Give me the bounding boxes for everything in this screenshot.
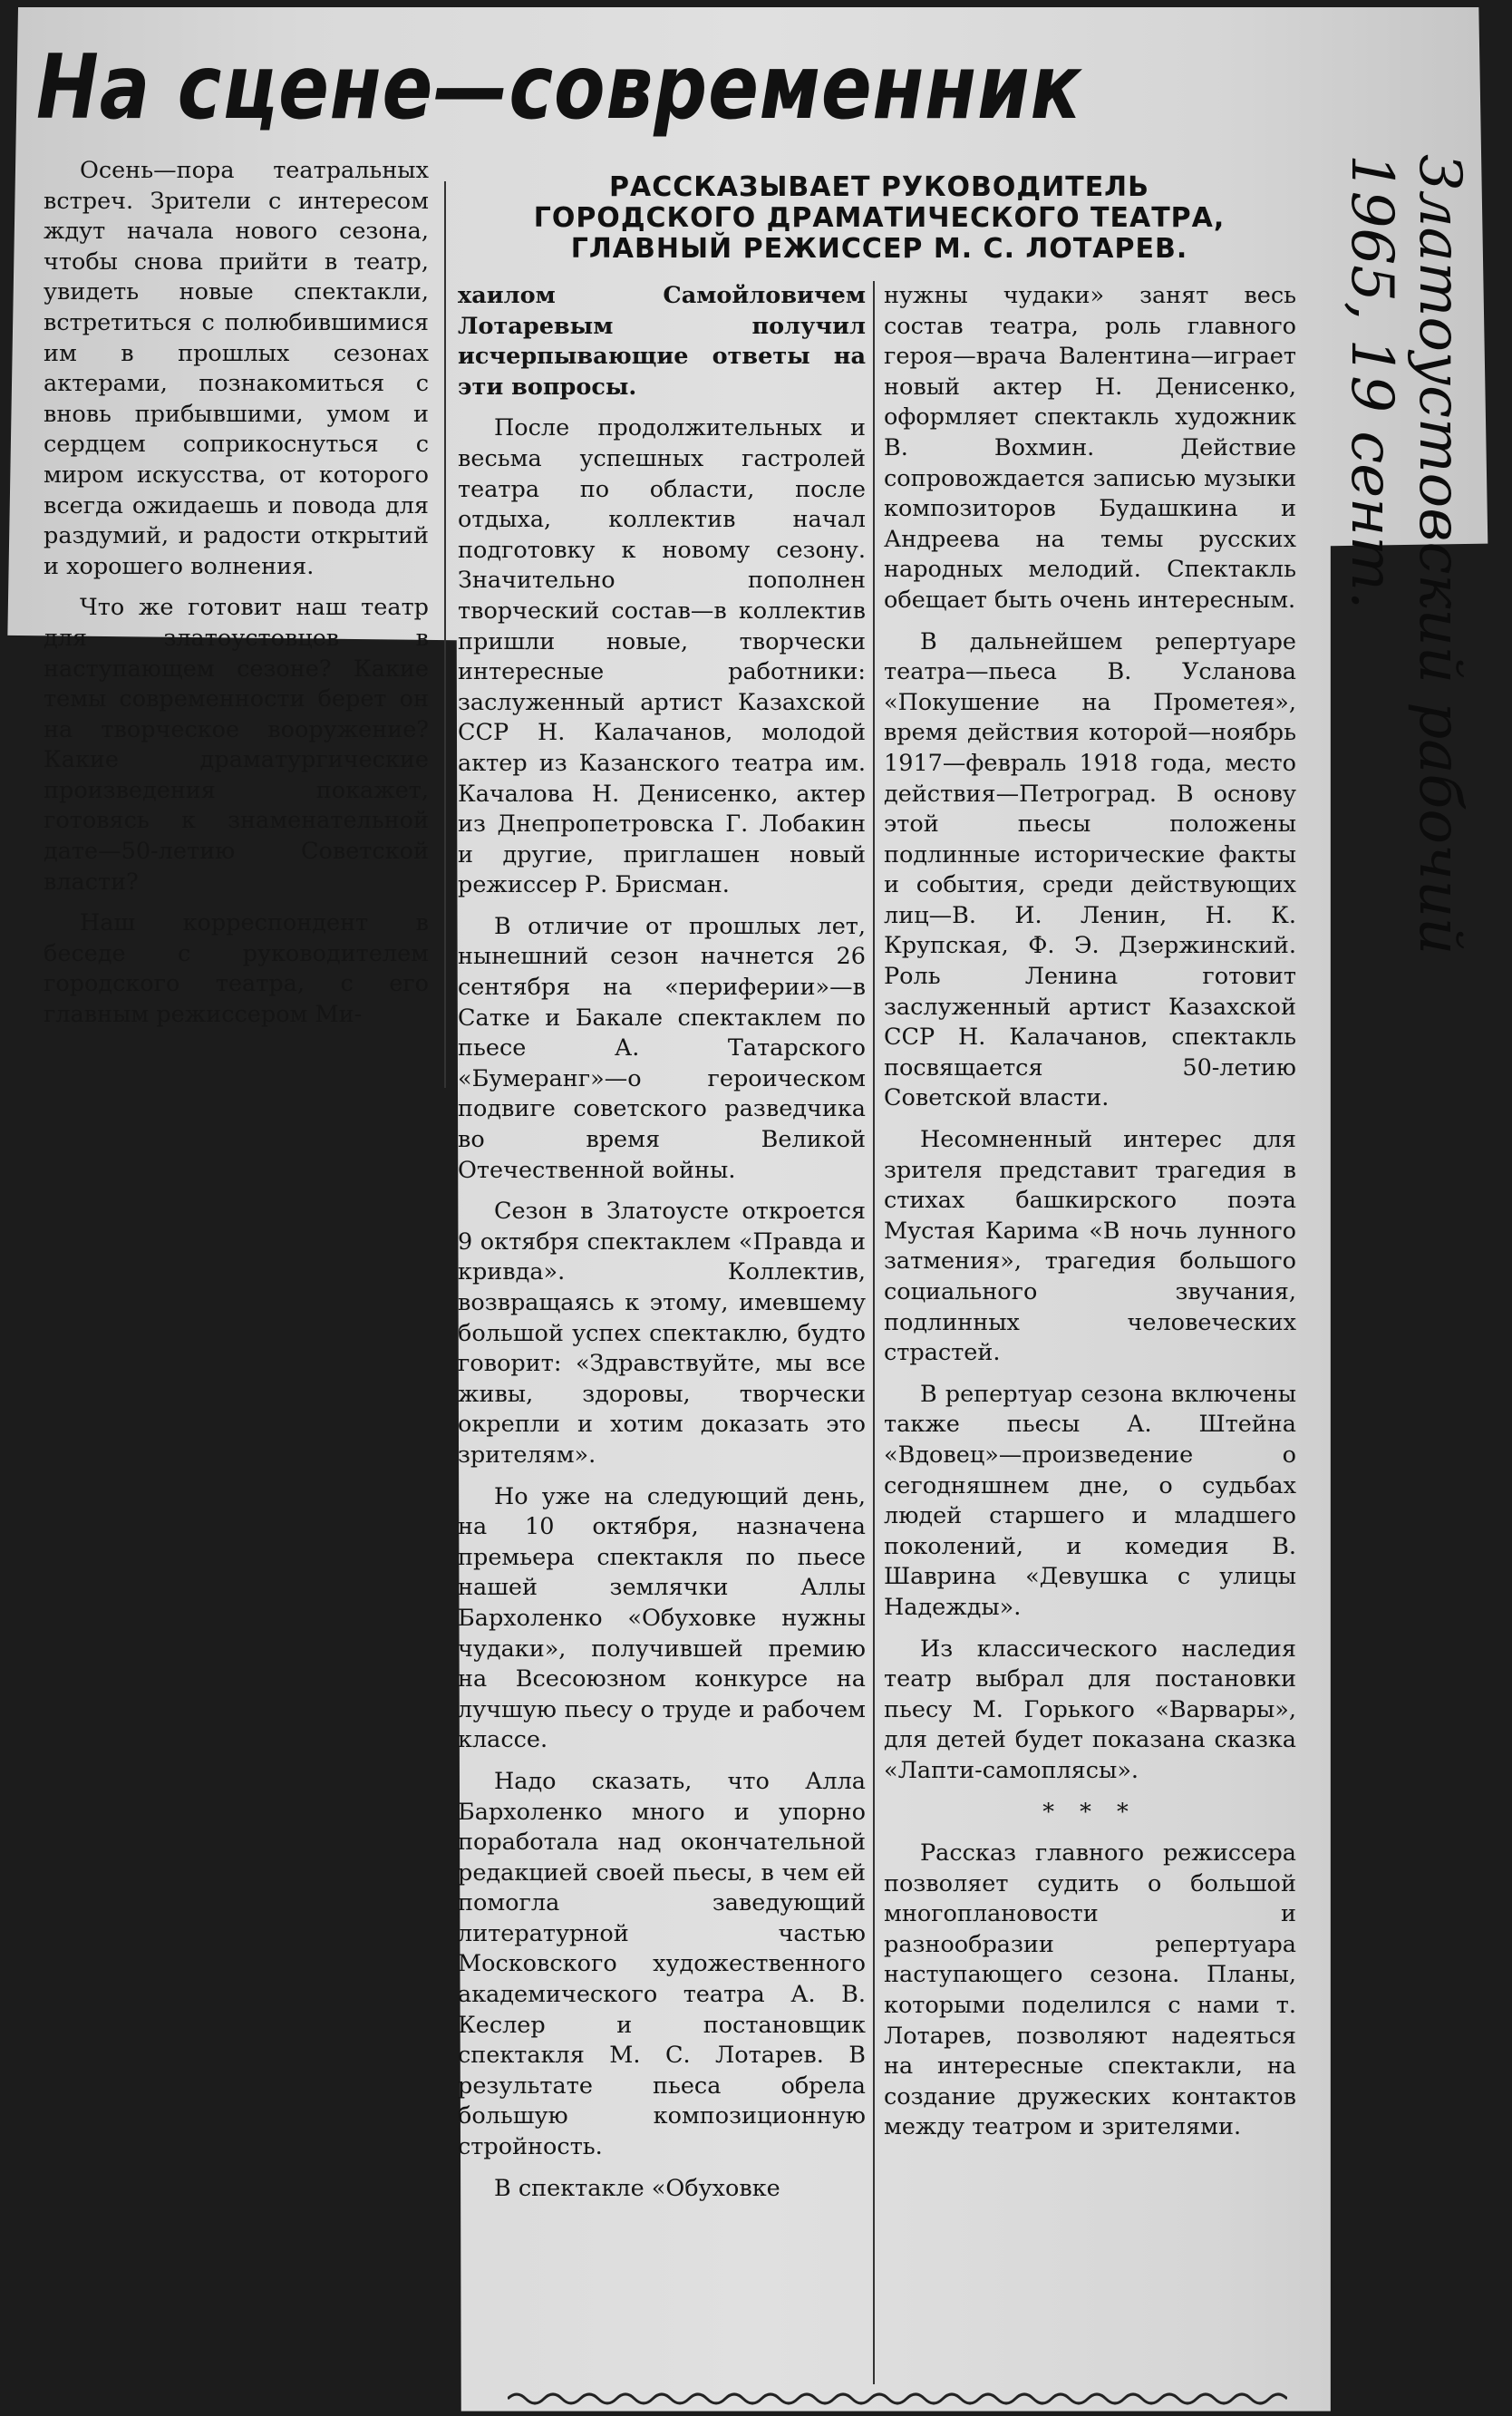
paragraph: Наш корреспондент в беседе с руководителем городского театра, с его главным режиссером Ми- — [44, 909, 429, 1029]
paragraph-bold: хаилом Самойловичем Лотаревым получил исчерпывающие ответы на эти вопросы. — [458, 282, 866, 401]
paragraph: Несомненный интерес для зрителя представит трагедия в стихах башкирского поэта Мустая Карима «В ночь лунного затмения», трагедия большого социального звучания, подлинных человеческих страстей. — [884, 1126, 1296, 1367]
handwritten-annotation — [1337, 154, 1473, 1015]
paragraph: Осень—пора театральных встреч. Зрители с интересом ждут начала нового сезона, чтобы снова прийти в театр, увидеть новые спектакли, встретиться с полюбившимися им в прошлых сезонах актерами, познакомиться с вновь прибывшими, умом и сердцем соприкоснуться с миром искусства, от которого всегда ожидаешь и повода для раздумий, и радости открытий и хорошего волнения. — [44, 157, 429, 580]
column-divider — [444, 181, 446, 1088]
section-separator: * * * — [1042, 1798, 1138, 1826]
paragraph: После продолжительных и весьма успешных гастролей театра по области, после отдыха, коллектив начал подготовку к новому сезону. Значительно пополнен творческий состав—в коллектив пришли новые, творчески интересные работники: заслуженный артист Казахской ССР Н. Калачанов, молодой актер из Казанского театра им. Качалова Н. Денисенко, актер из Днепропетровска Г. Лобакин и другие, приглашен новый режиссер Р. Брисман. — [458, 414, 866, 899]
column-divider — [873, 281, 875, 2384]
paragraph: В дальнейшем репертуаре театра—пьеса В. Усланова «Покушение на Прометея», время действия которой—ноябрь 1917—февраль 1918 года, место действия—Петроград. В основу этой пьесы положены подлинные исторические факты и события, среди действующих лиц—В. И. Ленин, Н. К. Крупская, Ф. Э. Дзержинский. Роль Ленина готовит заслуженный артист Казахской ССР Н. Калачанов, спектакль посвящается 50-летию Советской власти. — [884, 627, 1296, 1112]
handwritten-line: Златоустовский рабочий — [1406, 154, 1473, 956]
column-left — [44, 156, 429, 1081]
paragraph: Из классического наследия театр выбрал для постановки пьесу М. Горького «Варвары», для детей будет показана сказка «Лапти-самоплясы». — [884, 1635, 1296, 1784]
column-right — [884, 281, 1296, 2402]
column-middle — [458, 281, 866, 2402]
paragraph: нужны чудаки» занят весь состав театра, роль главного героя—врача Валентина—играет новый актер Н. Денисенко, оформляет спектакль художник В. Вохмин. Действие сопровождается записью музыки композиторов Будашкина и Андреева на темы русских народных мелодий. Спектакль обещает быть очень интересным. — [884, 282, 1296, 614]
handwritten-line: 1965, 19 сент. — [1338, 154, 1405, 610]
article-headline: На сцене—современник — [36, 36, 1082, 140]
subheading-line: ГОРОДСКОГО ДРАМАТИЧЕСКОГО ТЕАТРА, — [533, 202, 1226, 234]
decorative-border — [508, 2390, 1287, 2408]
paragraph: Но уже на следующий день, на 10 октября, назначена премьера спектакля по пьесе нашей землячки Аллы Бархоленко «Обуховке нужны чудаки», получившей премию на Всесоюзном конкурсе на лучшую пьесу о труде и рабочем классе. — [458, 1482, 866, 1754]
paragraph: В репертуар сезона включены также пьесы А. Штейна «Вдовец»—произведение о сегодняшнем дне, о судьбах людей старшего и младшего поколений, и комедия В. Шаврина «Девушка с улицы Надежды». — [884, 1380, 1296, 1621]
paragraph: Рассказ главного режиссера позволяет судить о большой многоплановости и разнообразии репертуара наступающего сезона. Планы, которыми поделился с нами т. Лотарев, позволяют надеяться на интересные спектакли, на создание дружеских контактов между театром и зрителями. — [884, 1839, 1296, 2141]
article-subheading — [471, 172, 1287, 265]
paragraph: Надо сказать, что Алла Бархоленко много и упорно поработала над окончательной редакцией своей пьесы, в чем ей помогла заведующий литературной частью Московского художественного академического театра А. В. Кеслер и постановщик спектакля М. С. Лотарев. В результате пьеса обрела большую композиционную стройность. — [458, 1767, 866, 2161]
paragraph: В спектакле «Обуховке — [494, 2174, 780, 2202]
subheading-line: РАССКАЗЫВАЕТ РУКОВОДИТЕЛЬ — [609, 171, 1149, 203]
paragraph: Что же готовит наш театр для златоустовцев в наступающем сезоне? Какие темы современности берет он на творческое вооружение? Какие драматургические произведения покажет, готовясь к знаменательной дате—50-летию Советской власти? — [44, 594, 429, 896]
subheading-line: ГЛАВНЫЙ РЕЖИССЕР М. С. ЛОТАРЕВ. — [570, 233, 1188, 265]
paragraph: Сезон в Златоусте откроется 9 октября спектаклем «Правда и кривда». Коллектив, возвращаясь к этому, имевшему большой успех спектаклю, будто говорит: «Здравствуйте, мы все живы, здоровы, творчески окрепли и хотим доказать это зрителям». — [458, 1198, 866, 1469]
paragraph: В отличие от прошлых лет, нынешний сезон начнется 26 сентября на «периферии»—в Сатке и Бакале спектаклем по пьесе А. Татарского «Бумеранг»—о героическом подвиге советского разведчика во время Великой Отечественной войны. — [458, 912, 866, 1184]
